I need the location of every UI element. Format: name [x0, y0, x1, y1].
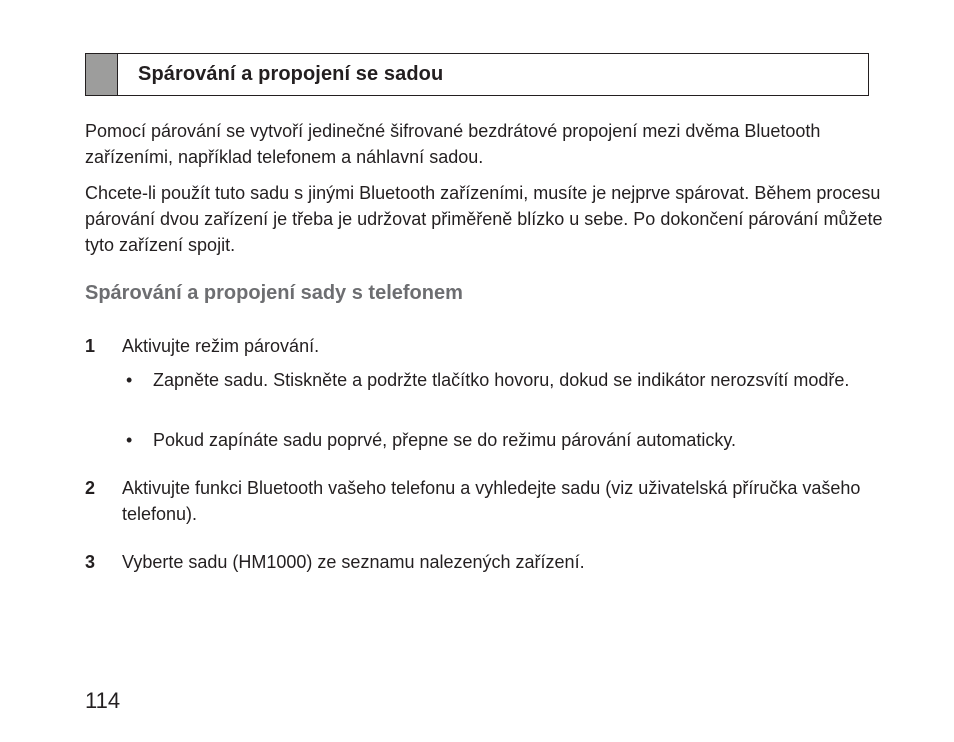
bullet-icon: • [126, 430, 133, 450]
bullet-text: Pokud zapínáte sadu poprvé, přepne se do režimu párování automaticky. [153, 430, 737, 450]
intro-paragraph-2: Chcete-li použít tuto sadu s jinými Bluetooth zařízeními, musíte je nejprve spárovat. Během procesu párování dvou zařízení je třeba je udržovat přiměřeně blízko u sebe. Po dokončení párování můžete tyto zařízení spojit. [85, 183, 883, 255]
bullet-icon: • [126, 370, 133, 390]
subsection-title: Spárování a propojení sady s telefonem [85, 282, 463, 304]
section-header [85, 53, 869, 96]
intro-paragraph-1: Pomocí párování se vytvoří jedinečné šifrované bezdrátové propojení mezi dvěma Bluetooth zařízeními, například telefonem a náhlavní sadou. [85, 121, 821, 167]
step-text: Aktivujte režim párování. [122, 336, 320, 356]
section-title: Spárování a propojení se sadou [138, 63, 444, 85]
step-number: 1 [85, 336, 96, 356]
step-number: 2 [85, 478, 96, 498]
step-text: Aktivujte funkci Bluetooth vašeho telefonu a vyhledejte sadu (viz uživatelská příručka vašeho telefonu). [122, 478, 861, 524]
section-marker [86, 54, 118, 95]
bullet-text: Zapněte sadu. Stiskněte a podržte tlačítko hovoru, dokud se indikátor nerozsvítí modře. [153, 370, 850, 390]
step-number: 3 [85, 552, 96, 572]
page-number: 114 [85, 688, 121, 713]
step-text: Vyberte sadu (HM1000) ze seznamu nalezených zařízení. [122, 552, 585, 572]
